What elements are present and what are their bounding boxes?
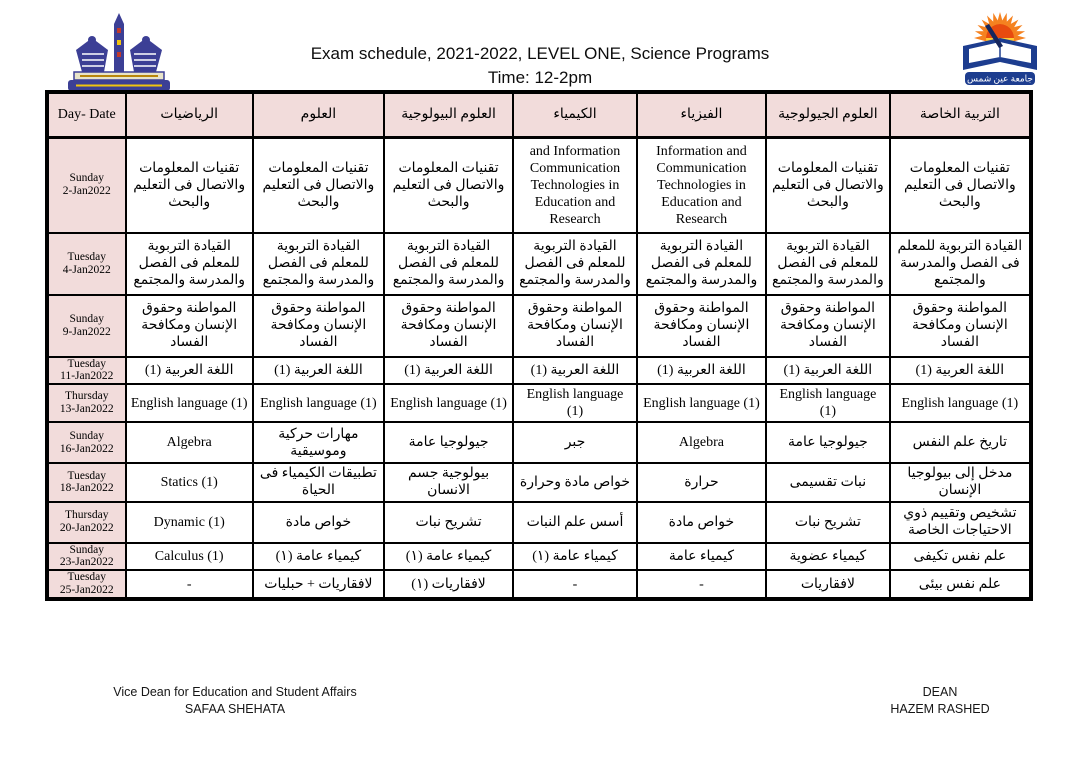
date-label: 16-Jan2022 [59,442,114,455]
table-row [47,138,1031,233]
dean-name: HAZEM RASHED [890,702,990,716]
page-title: Exam schedule, 2021-2022, LEVEL ONE, Science Programs [310,44,770,63]
exam-cell-sciences: English language (1) [253,384,384,422]
column-header-geological-sciences: العلوم الجيولوجية [766,92,890,138]
exam-cell-sciences: خواص مادة [253,502,384,543]
exam-cell-chemistry: English language (1) [513,384,637,422]
vice-dean-signature-block [60,684,410,718]
exam-cell-mathematics: Dynamic (1) [126,502,253,543]
exam-cell-geological-sciences: English language (1) [766,384,890,422]
exam-cell-special-education: القيادة التربوية للمعلم فى الفصل والمدرسة والمجتمع [890,233,1031,295]
date-label: 2-Jan2022 [62,185,111,198]
exam-cell-sciences: مهارات حركية وموسيقية [253,422,384,463]
exam-cell-physics: حرارة [637,463,766,501]
date-label: 4-Jan2022 [62,263,111,276]
day-label: Thursday [65,509,109,522]
exam-cell-mathematics: - [126,570,253,599]
exam-cell-chemistry: - [513,570,637,599]
date-cell [47,357,126,385]
exam-cell-biological-sciences: جيولوجيا عامة [384,422,513,463]
exam-cell-geological-sciences: المواطنة وحقوق الإنسان ومكافحة الفساد [766,295,890,357]
date-label: 18-Jan2022 [59,482,114,495]
table-body [47,138,1031,600]
exam-cell-physics: كيمياء عامة [637,543,766,571]
exam-cell-chemistry: أسس علم النبات [513,502,637,543]
exam-cell-special-education: مدخل إلى بيولوجيا الإنسان [890,463,1031,501]
table-row [47,543,1031,571]
exam-cell-special-education: تاريخ علم النفس [890,422,1031,463]
exam-cell-physics: خواص مادة [637,502,766,543]
exam-cell-mathematics: اللغة العربية (1) [126,357,253,385]
exam-cell-biological-sciences: بيولوجية جسم الانسان [384,463,513,501]
table-row [47,422,1031,463]
exam-cell-sciences: اللغة العربية (1) [253,357,384,385]
exam-cell-chemistry: القيادة التربوية للمعلم فى الفصل والمدرسة والمجتمع [513,233,637,295]
faculty-sun-book-logo [933,10,1067,94]
exam-cell-sciences: القيادة التربوية للمعلم فى الفصل والمدرسة والمجتمع [253,233,384,295]
exam-cell-special-education: المواطنة وحقوق الإنسان ومكافحة الفساد [890,295,1031,357]
vice-dean-name: SAFAA SHEHATA [184,702,286,716]
exam-cell-biological-sciences: تقنيات المعلومات والاتصال فى التعليم والبحث [384,138,513,233]
exam-cell-geological-sciences: كيمياء عضوية [766,543,890,571]
exam-cell-geological-sciences: لافقاريات [766,570,890,599]
page-subtitle-time: Time: 12-2pm [487,68,593,87]
date-cell [47,384,126,422]
exam-cell-physics: Information and Communication Technologies in Education and Research [637,138,766,233]
date-cell [47,543,126,571]
date-label: 20-Jan2022 [59,522,114,535]
sun-book-emblem [933,10,1067,94]
exam-cell-physics: اللغة العربية (1) [637,357,766,385]
table-row [47,233,1031,295]
day-label: Sunday [69,312,104,325]
exam-cell-physics: القيادة التربوية للمعلم فى الفصل والمدرسة والمجتمع [637,233,766,295]
date-cell [47,422,126,463]
exam-cell-special-education: تقنيات المعلومات والاتصال فى التعليم والبحث [890,138,1031,233]
exam-cell-physics: - [637,570,766,599]
exam-cell-special-education: تشخيص وتقييم ذوي الاحتياجات الخاصة [890,502,1031,543]
table-row [47,384,1031,422]
exam-cell-mathematics: المواطنة وحقوق الإنسان ومكافحة الفساد [126,295,253,357]
exam-cell-special-education: علم نفس تكيفى [890,543,1031,571]
exam-cell-geological-sciences: نبات تقسيمى [766,463,890,501]
column-header-chemistry: الكيمياء [513,92,637,138]
date-cell [47,502,126,543]
exam-cell-physics: Algebra [637,422,766,463]
title-block [0,44,1080,88]
exam-cell-geological-sciences: اللغة العربية (1) [766,357,890,385]
right-logo-caption: جامعة عين شمس [967,73,1033,84]
exam-cell-biological-sciences: كيمياء عامة (١) [384,543,513,571]
table-row [47,570,1031,599]
table-row [47,295,1031,357]
header-row [47,92,1031,138]
exam-cell-biological-sciences: لافقاريات (١) [384,570,513,599]
exam-cell-mathematics: القيادة التربوية للمعلم فى الفصل والمدرسة والمجتمع [126,233,253,295]
exam-cell-special-education: English language (1) [890,384,1031,422]
table-header [47,92,1031,138]
date-cell [47,570,126,599]
column-header-special-education: التربية الخاصة [890,92,1031,138]
date-label: 9-Jan2022 [62,325,111,338]
exam-cell-biological-sciences: المواطنة وحقوق الإنسان ومكافحة الفساد [384,295,513,357]
day-label: Tuesday [67,357,107,370]
exam-cell-geological-sciences: القيادة التربوية للمعلم فى الفصل والمدرسة والمجتمع [766,233,890,295]
exam-cell-biological-sciences: تشريح نبات [384,502,513,543]
exam-cell-mathematics: Calculus (1) [126,543,253,571]
exam-schedule-table [45,90,1033,601]
exam-cell-biological-sciences: English language (1) [384,384,513,422]
day-label: Sunday [69,172,104,185]
exam-cell-mathematics: English language (1) [126,384,253,422]
day-label: Sunday [69,430,104,443]
table-row [47,463,1031,501]
exam-cell-sciences: لافقاريات + حبليات [253,570,384,599]
exam-cell-chemistry: جبر [513,422,637,463]
exam-cell-chemistry: خواص مادة وحرارة [513,463,637,501]
exam-cell-geological-sciences: جيولوجيا عامة [766,422,890,463]
exam-cell-physics: المواطنة وحقوق الإنسان ومكافحة الفساد [637,295,766,357]
day-label: Tuesday [67,571,107,584]
exam-cell-mathematics: Algebra [126,422,253,463]
exam-cell-physics: English language (1) [637,384,766,422]
dean-signature-block [840,684,1040,718]
exam-cell-mathematics: Statics (1) [126,463,253,501]
day-label: Tuesday [67,469,107,482]
day-label: Sunday [69,543,104,556]
day-label: Tuesday [67,250,107,263]
exam-cell-chemistry: المواطنة وحقوق الإنسان ومكافحة الفساد [513,295,637,357]
exam-cell-mathematics: تقنيات المعلومات والاتصال فى التعليم والبحث [126,138,253,233]
date-label: 11-Jan2022 [60,370,114,383]
exam-cell-biological-sciences: القيادة التربوية للمعلم فى الفصل والمدرسة والمجتمع [384,233,513,295]
exam-cell-sciences: تقنيات المعلومات والاتصال فى التعليم والبحث [253,138,384,233]
exam-cell-sciences: تطبيقات الكيمياء فى الحياة [253,463,384,501]
column-header-physics: الفيزياء [637,92,766,138]
date-label: 13-Jan2022 [59,403,114,416]
date-label: 25-Jan2022 [59,584,114,597]
table-row [47,502,1031,543]
column-header-day-date: Day- Date [47,92,126,138]
exam-cell-sciences: المواطنة وحقوق الإنسان ومكافحة الفساد [253,295,384,357]
exam-cell-chemistry: اللغة العربية (1) [513,357,637,385]
exam-cell-chemistry: كيمياء عامة (١) [513,543,637,571]
exam-cell-geological-sciences: تقنيات المعلومات والاتصال فى التعليم والبحث [766,138,890,233]
day-label: Thursday [65,390,109,403]
exam-cell-chemistry: and Information Communication Technologies in Education and Research [513,138,637,233]
date-cell [47,295,126,357]
dean-title: DEAN [922,685,958,699]
date-cell [47,233,126,295]
exam-cell-sciences: كيمياء عامة (١) [253,543,384,571]
table-row [47,357,1031,385]
exam-cell-biological-sciences: اللغة العربية (1) [384,357,513,385]
column-header-sciences: العلوم [253,92,384,138]
column-header-mathematics: الرياضيات [126,92,253,138]
date-label: 23-Jan2022 [59,556,114,569]
exam-cell-special-education: علم نفس بيئى [890,570,1031,599]
date-cell [47,463,126,501]
vice-dean-title: Vice Dean for Education and Student Affairs [113,685,357,699]
exam-cell-special-education: اللغة العربية (1) [890,357,1031,385]
date-cell [47,138,126,233]
exam-cell-geological-sciences: تشريح نبات [766,502,890,543]
column-header-biological-sciences: العلوم البيولوجية [384,92,513,138]
